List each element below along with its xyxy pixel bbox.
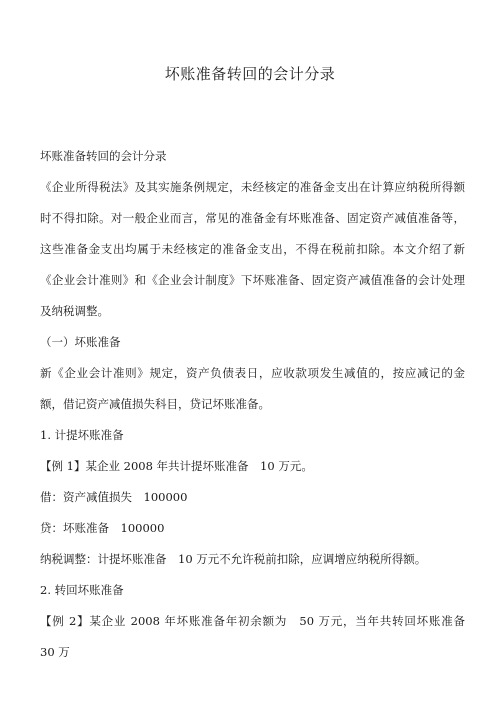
debit-entry: 借：资产减值损失 100000 [40,490,188,504]
example-1-paragraph: 【例 1】某企业 2008 年共计提坏账准备 10 万元。 [40,459,313,473]
subtitle-paragraph: 坏账准备转回的会计分录 [40,149,167,163]
subheading-accrue: 1. 计提坏账准备 [40,428,124,442]
intro-paragraph: 《企业所得税法》及其实施条例规定，未经核定的准备金支出在计算应纳税所得额时不得扣除。对一般企业而言，常见的准备金有坏账准备、固定资产减值准备等，这些准备金支出均属于未经核定的准备金支出，不得在税前扣除。本文介绍了新《企业会计准则》和《企业会计制度》下坏账准备、固定资产减值准备的会计处理及纳税调整。 [40,180,465,318]
section-heading-bad-debt: （一）坏账准备 [40,335,121,349]
standards-paragraph: 新《企业会计准则》规定，资产负债表日，应收款项发生减值的，按应减记的金额，借记资产减值损失科目，贷记坏账准备。 [40,366,465,411]
document-title: 坏账准备转回的会计分录 [164,65,336,83]
example-2-paragraph: 【例 2】某企业 2008 年坏账准备年初余额为 50 万元，当年共转回坏账准备 30 万 [40,614,477,659]
document-body [40,141,477,668]
subheading-reverse: 2. 转回坏账准备 [40,583,124,597]
tax-adjustment-paragraph: 纳税调整：计提坏账准备 10 万元不允许税前扣除，应调增应纳税所得额。 [40,552,427,566]
credit-entry: 贷：坏账准备 100000 [40,521,165,535]
